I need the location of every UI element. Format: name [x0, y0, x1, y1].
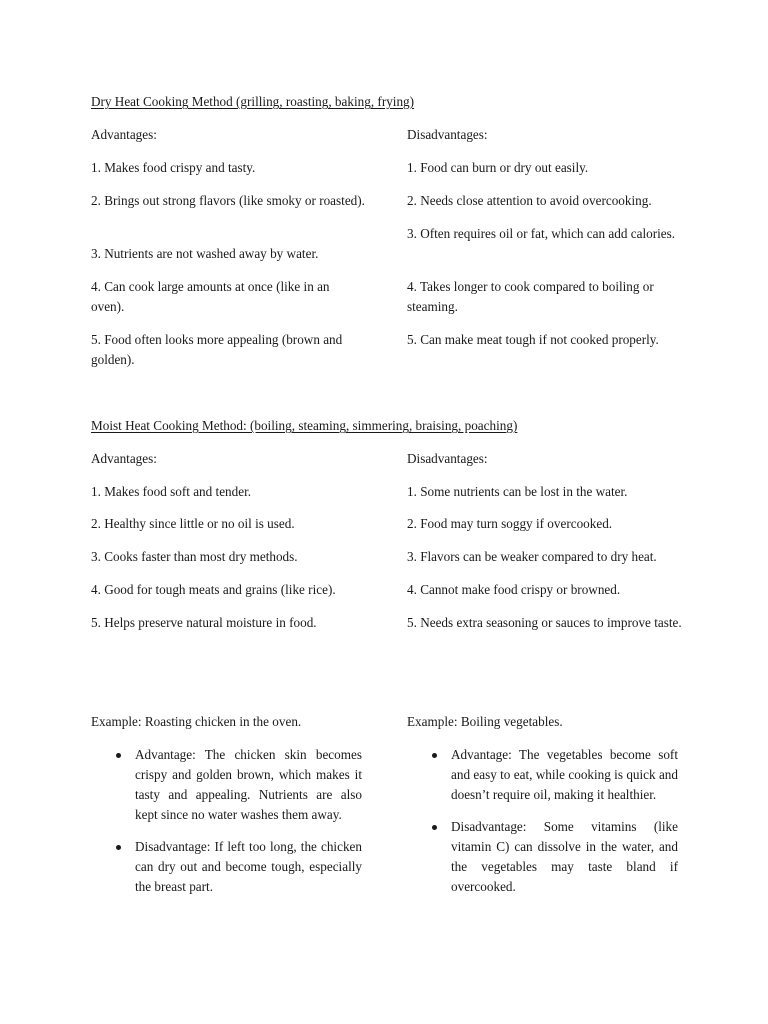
example-left-bullet: [91, 745, 362, 825]
moist-disadvantage-item: 5. Needs extra seasoning or sauces to improve taste.: [407, 615, 682, 630]
moist-disadvantage-item: 3. Flavors can be weaker compared to dry heat.: [407, 549, 657, 564]
moist-advantage-item: 3. Cooks faster than most dry methods.: [91, 549, 298, 564]
moist-disadvantage-item: 4. Cannot make food crispy or browned.: [407, 582, 621, 597]
example-right-bullet-text: Advantage: The vegetables become soft and easy to eat, while cooking is quick and doesn’t require oil, making it healthier.: [451, 747, 678, 802]
dry-advantage-item: 1. Makes food crispy and tasty.: [91, 160, 256, 175]
example-left-bullet-text: Disadvantage: If left too long, the chicken can dry out and become tough, especially the breast part.: [135, 839, 362, 894]
bullet-icon: [432, 753, 437, 758]
dry-advantage-item: 5. Food often looks more appealing (brown and golden).: [91, 332, 343, 367]
dry-disadvantage-item: 3. Often requires oil or fat, which can add calories.: [407, 226, 676, 241]
moist-advantage-item: 1. Makes food soft and tender.: [91, 484, 252, 499]
dry-disadvantages-label: Disadvantages:: [407, 127, 488, 142]
example-right-title: Example: Boiling vegetables.: [407, 714, 563, 729]
moist-advantage-item: 2. Healthy since little or no oil is used.: [91, 516, 295, 531]
moist-disadvantage-item: 1. Some nutrients can be lost in the water.: [407, 484, 628, 499]
moist-advantage-item: 5. Helps preserve natural moisture in food.: [91, 615, 317, 630]
moist-heat-heading: Moist Heat Cooking Method: (boiling, steaming, simmering, braising, poaching): [91, 418, 518, 433]
dry-disadvantage-item: 1. Food can burn or dry out easily.: [407, 160, 589, 175]
example-left-title: Example: Roasting chicken in the oven.: [91, 714, 302, 729]
dry-advantages-label: Advantages:: [91, 127, 157, 142]
dry-advantage-item: 3. Nutrients are not washed away by water.: [91, 246, 319, 261]
dry-disadvantage-item: 2. Needs close attention to avoid overcooking.: [407, 193, 652, 208]
example-left-bullet: [91, 837, 362, 897]
moist-disadvantage-item: 2. Food may turn soggy if overcooked.: [407, 516, 613, 531]
bullet-icon: [116, 753, 121, 758]
moist-advantages-label: Advantages:: [91, 451, 157, 466]
example-left-list: [91, 745, 362, 909]
example-right-bullet: [407, 745, 678, 805]
dry-advantage-item: 2. Brings out strong flavors (like smoky or roasted).: [91, 193, 365, 208]
moist-advantage-item: 4. Good for tough meats and grains (like rice).: [91, 582, 336, 597]
dry-disadvantage-item: 4. Takes longer to cook compared to boiling or steaming.: [407, 279, 654, 314]
example-right-bullet-text: Disadvantage: Some vitamins (like vitamin C) can dissolve in the water, and the vegetables may taste bland if overcooked.: [451, 819, 678, 894]
bullet-icon: [116, 845, 121, 850]
dry-advantage-item: 4. Can cook large amounts at once (like in an oven).: [91, 279, 330, 314]
moist-disadvantages-label: Disadvantages:: [407, 451, 488, 466]
dry-heat-heading: Dry Heat Cooking Method (grilling, roasting, baking, frying): [91, 94, 415, 109]
example-left-bullet-text: Advantage: The chicken skin becomes crispy and golden brown, which makes it tasty and appealing. Nutrients are also kept since no water washes them away.: [135, 747, 362, 822]
example-right-list: [407, 745, 678, 909]
dry-disadvantage-item: 5. Can make meat tough if not cooked properly.: [407, 332, 659, 347]
bullet-icon: [432, 825, 437, 830]
example-right-bullet: [407, 817, 678, 897]
